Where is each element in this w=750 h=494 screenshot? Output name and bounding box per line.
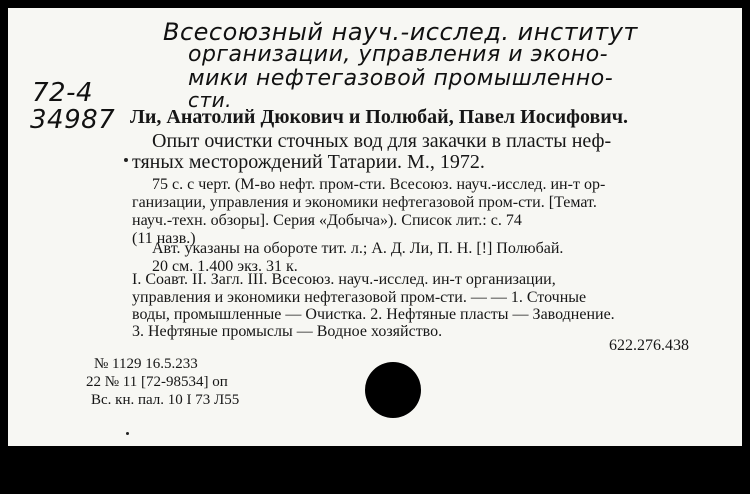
- handwritten-institute-line-4: сти.: [188, 88, 233, 112]
- tracing-line-2: управления и экономики нефтегазовой пром-сти. — — 1. Сточные: [132, 289, 587, 306]
- collation-line-2: ганизации, управления и экономики нефтегазовой пром-сти. [Темат.: [132, 194, 597, 211]
- speck: [124, 158, 128, 162]
- handwritten-shelf-mark-bottom: 34987: [30, 105, 116, 135]
- footer-line-3: Вс. кн. пал. 10 I 73 Л55: [91, 392, 240, 408]
- handwritten-institute-line-1: Всесоюзный науч.-исслед. институт: [163, 18, 638, 46]
- entry-title-line-2: тяных месторождений Татарии. М., 1972.: [132, 151, 485, 173]
- footer-line-2: 22 № 11 [72-98534] оп: [86, 374, 228, 390]
- handwritten-institute-line-3: мики нефтегазовой промышленно-: [188, 66, 614, 91]
- catalog-card: [8, 8, 742, 446]
- entry-authors: Ли, Анатолий Дюкович и Полюбай, Павел Иосифович.: [130, 106, 629, 128]
- tracing-line-1: I. Соавт. II. Загл. III. Всесоюз. науч.-исслед. ин-т организации,: [132, 271, 556, 288]
- handwritten-institute-line-2: организации, управления и эконо-: [188, 42, 609, 67]
- entry-title-line-1: Опыт очистки сточных вод для закачки в пласты неф-: [152, 130, 612, 152]
- note-line-2: 20 см. 1.400 экз. 31 к.: [152, 258, 298, 275]
- tracing-line-3: воды, промышленные — Очистка. 2. Нефтяные пласты — Заводнение.: [132, 306, 615, 323]
- collation-line-1: 75 с. с черт. (М-во нефт. пром-сти. Всесоюз. науч.-исслед. ин-т ор-: [152, 176, 606, 193]
- speck: [126, 432, 129, 435]
- tracing-line-4: 3. Нефтяные промыслы — Водное хозяйство.: [132, 323, 443, 340]
- punch-hole: [365, 362, 421, 418]
- handwritten-shelf-mark-top: 72-4: [32, 78, 94, 108]
- footer-line-1: № 1129 16.5.233: [94, 356, 198, 372]
- collation-line-4: (11 назв.): [132, 230, 196, 247]
- collation-line-3: науч.-техн. обзоры]. Серия «Добыча»). Список лит.: с. 74: [132, 212, 522, 229]
- note-line-1: Авт. указаны на обороте тит. л.; А. Д. Ли, П. Н. [!] Полюбай.: [152, 240, 564, 257]
- classification-number: 622.276.438: [609, 337, 689, 354]
